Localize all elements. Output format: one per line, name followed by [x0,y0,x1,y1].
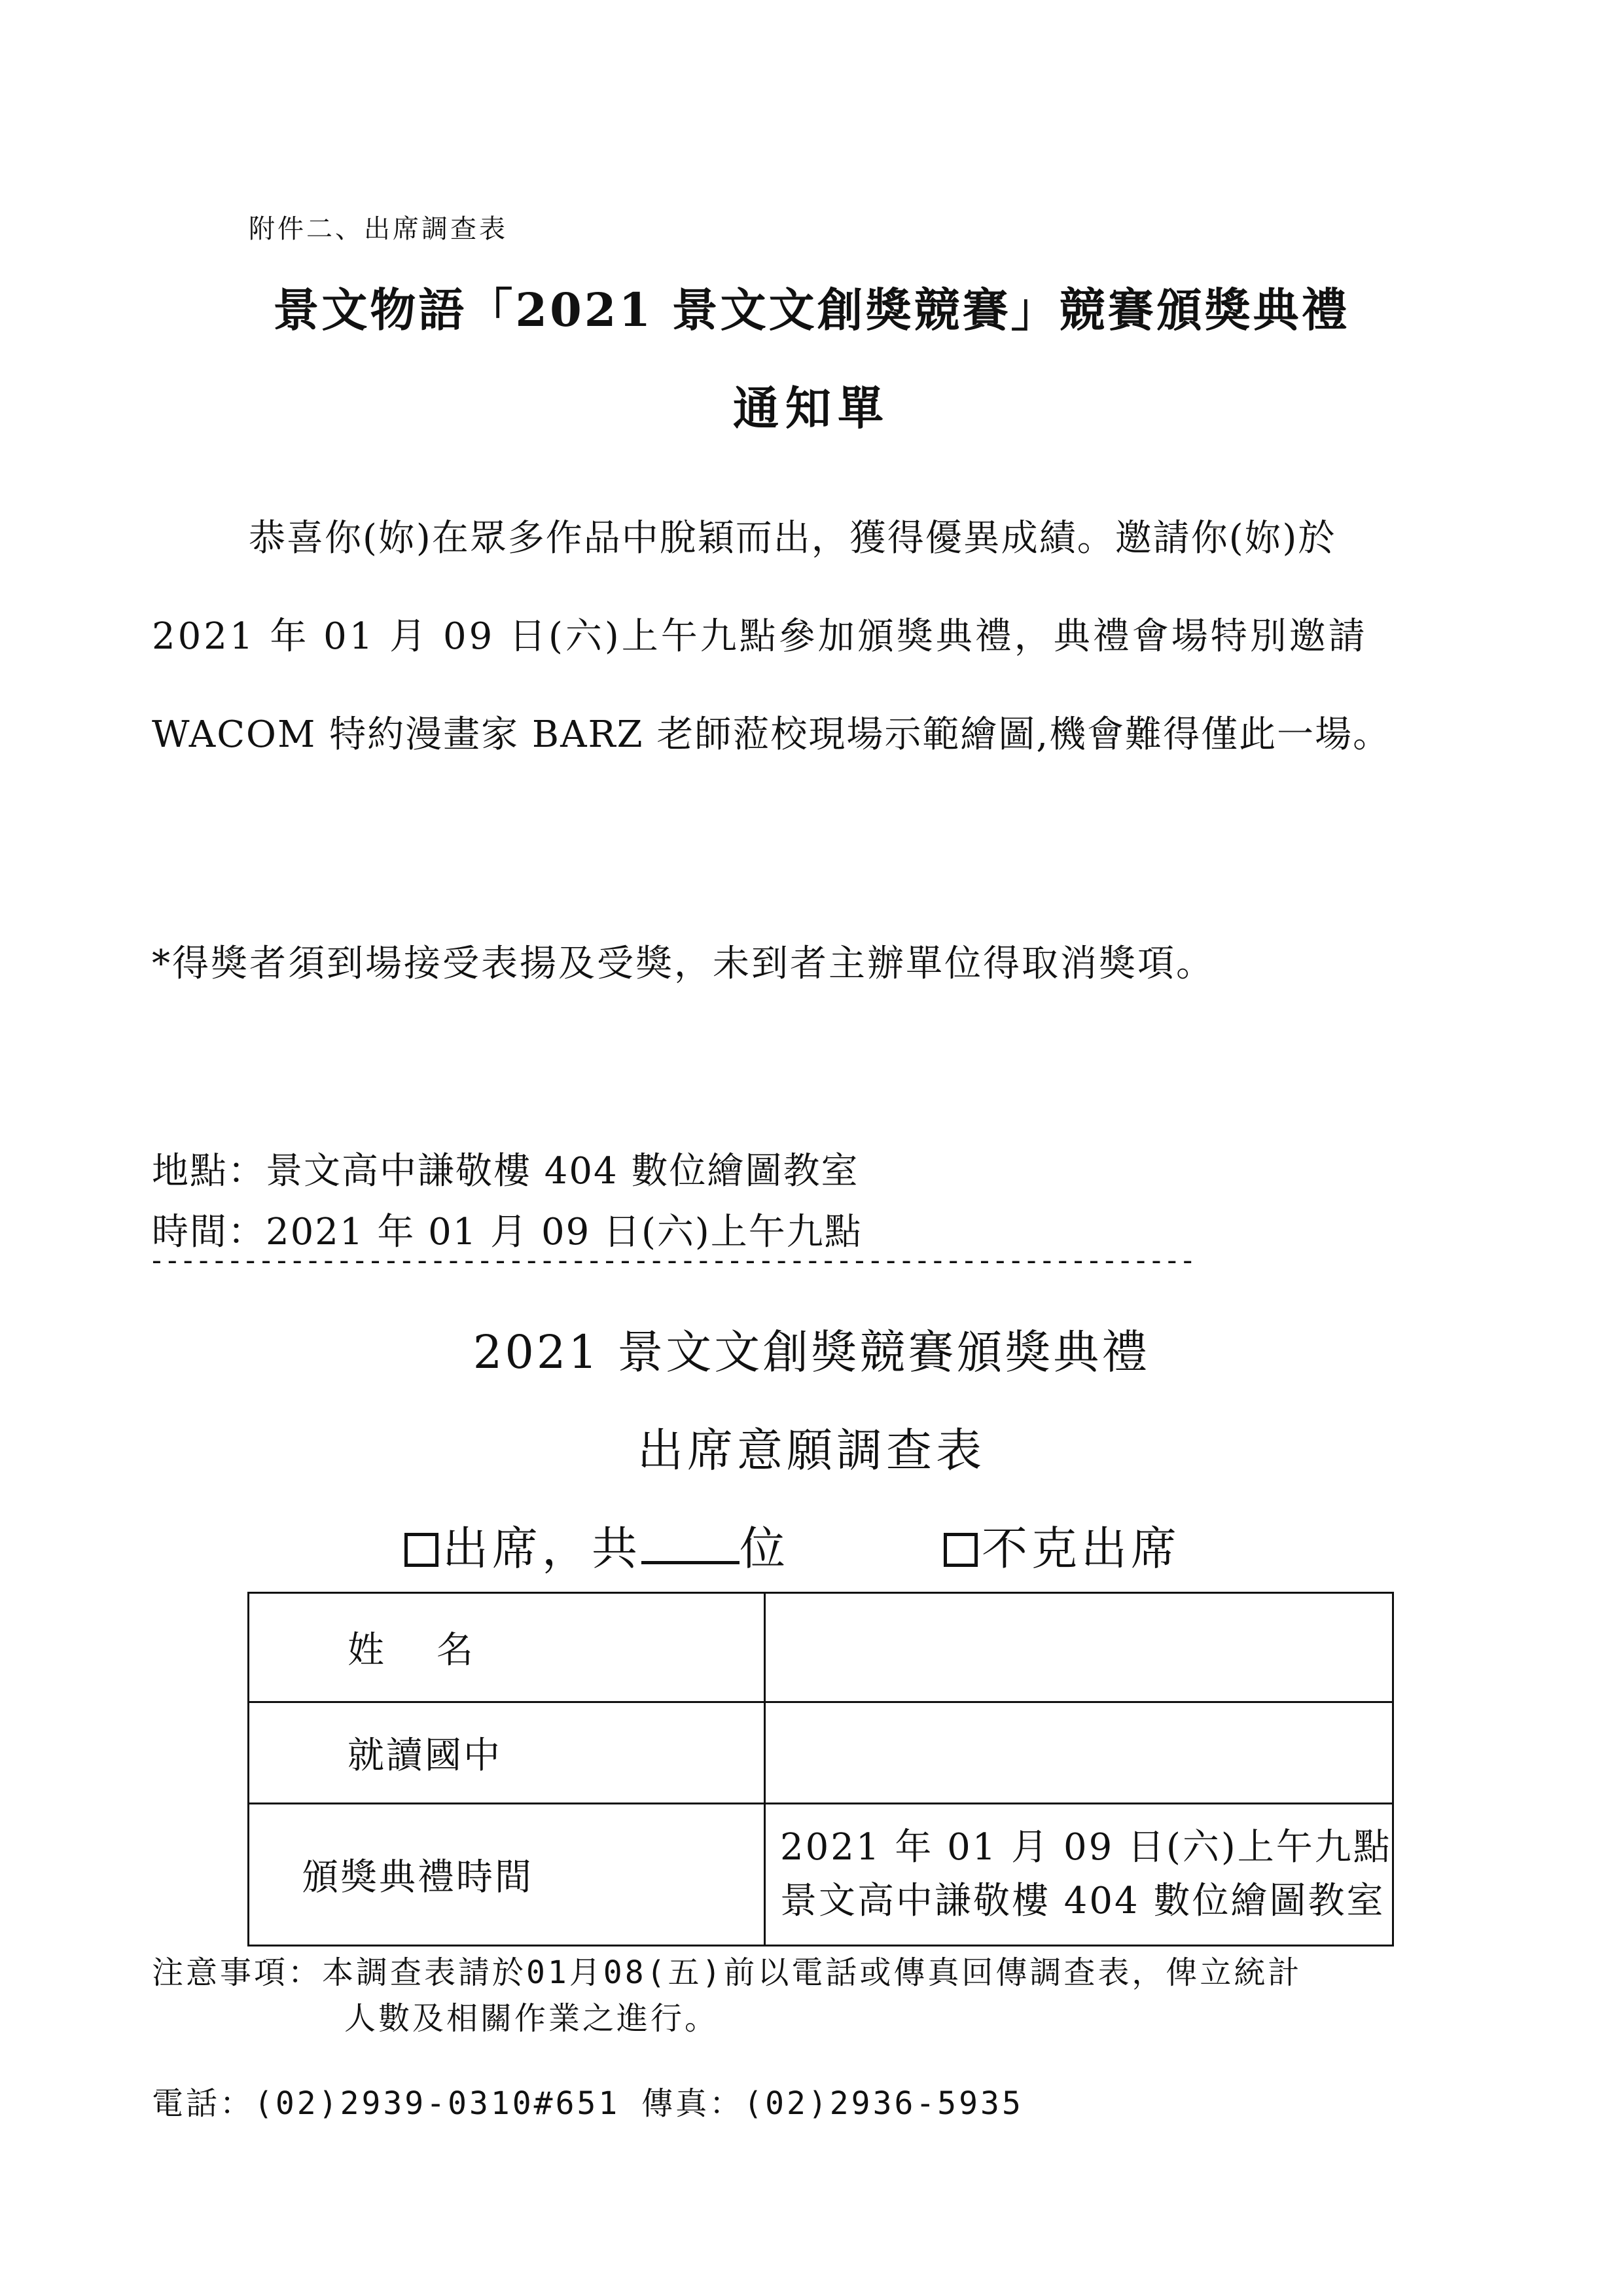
attend-checkbox[interactable] [404,1533,438,1567]
name-field[interactable] [765,1593,1393,1702]
decline-checkbox[interactable] [944,1533,978,1567]
attendee-count-field[interactable] [641,1519,740,1564]
notes-line-2: 人數及相關作業之進行。 [344,2000,719,2037]
survey-subtitle: 出席意願調查表 [637,1424,986,1477]
attend-prefix: 出席，共 [442,1522,641,1575]
event-time: 時間：2021 年 01 月 09 日(六)上午九點 [152,1211,863,1253]
notes-line-1: 注意事項：本調查表請於01月08(五)前以電話或傳真回傳調查表，俾立統計 [152,1954,1302,1991]
notice-subtitle: 通知單 [733,381,890,435]
table-row [249,1593,1393,1702]
ceremony-time-label: 頒獎典禮時間 [249,1804,765,1946]
table-row [249,1804,1393,1946]
event-location: 地點：景文高中謙敬樓 404 數位繪圖教室 [152,1150,859,1193]
survey-title: 2021 景文文創獎競賽頒獎典禮 [473,1325,1150,1379]
ceremony-time-value-line-2: 景文高中謙敬樓 404 數位繪圖教室 [780,1880,1385,1922]
survey-form-table [247,1592,1394,1946]
junior-high-field[interactable] [765,1702,1393,1804]
award-warning: *得獎者須到場接受表揚及受獎，未到者主辦單位得取消獎項。 [152,942,1215,985]
decline-option[interactable] [944,1512,1181,1578]
attachment-label: 附件二、出席調查表 [249,214,508,244]
attend-suffix: 位 [740,1522,789,1575]
decline-label: 不克出席 [982,1522,1181,1575]
ceremony-time-value-line-1: 2021 年 01 月 09 日(六)上午九點 [780,1826,1392,1869]
junior-high-label: 就讀國中 [249,1702,765,1804]
attend-option[interactable] [404,1512,789,1578]
ceremony-time-value [765,1804,1393,1946]
notice-body-line-3: WACOM 特約漫畫家 BARZ 老師蒞校現場示範繪圖,機會難得僅此一場。 [152,713,1391,756]
table-row [249,1702,1393,1804]
contact-info: 電話：(02)2939-0310#651 傳真：(02)2936-5935 [152,2085,1024,2122]
notice-body-line-1: 恭喜你(妳)在眾多作品中脫穎而出，獲得優異成績。邀請你(妳)於 [249,517,1336,560]
notice-title: 景文物語「2021 景文文創獎競賽」競賽頒獎典禮 [273,283,1350,337]
notice-body-line-2: 2021 年 01 月 09 日(六)上午九點參加頒獎典禮，典禮會場特別邀請 [152,615,1368,658]
cut-line: ------------------------------------------------------------------- [152,1244,1199,1266]
name-label: 姓名 [249,1593,765,1702]
